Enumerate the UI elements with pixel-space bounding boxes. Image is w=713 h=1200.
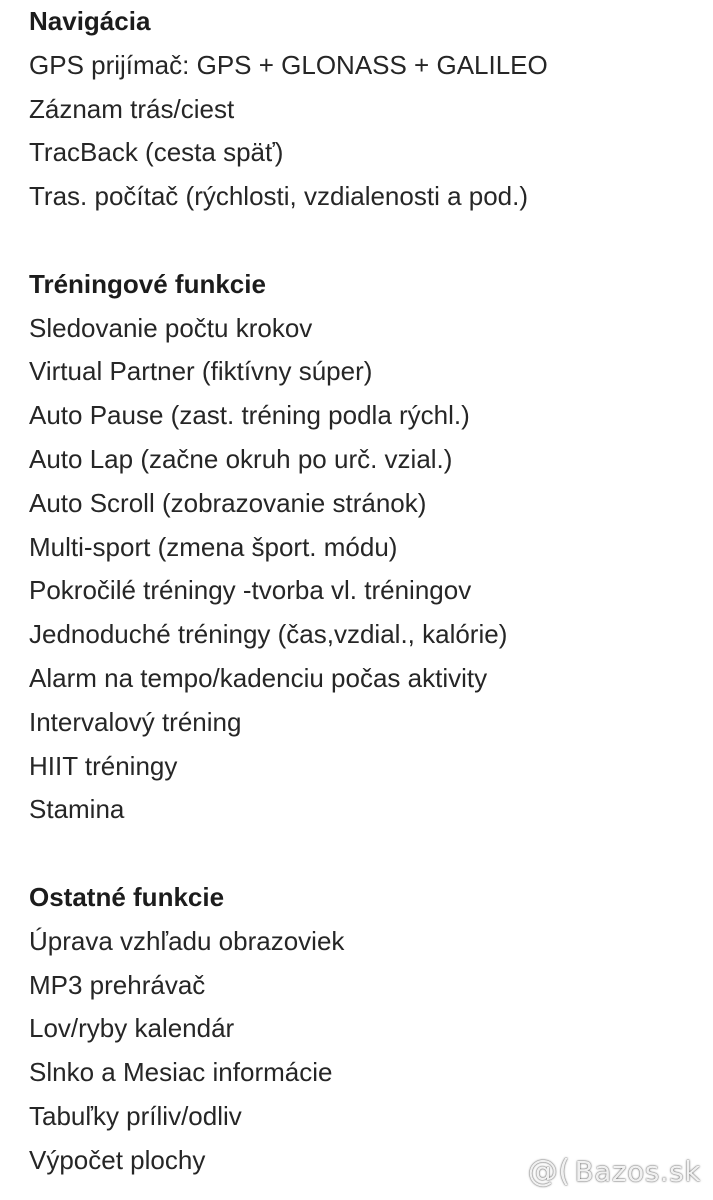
list-item: Sledovanie počtu krokov bbox=[29, 312, 313, 343]
list-item: Záznam trás/ciest bbox=[29, 93, 235, 124]
section-heading: Navigácia bbox=[29, 6, 151, 36]
list-item: MP3 prehrávač bbox=[29, 969, 206, 1000]
list-item: Úprava vzhľadu obrazoviek bbox=[29, 925, 345, 956]
list-item: GPS prijímač: GPS + GLONASS + GALILEO bbox=[29, 49, 548, 80]
feature-list bbox=[29, 0, 713, 1183]
at-sign-icon: @( bbox=[527, 1153, 571, 1189]
section-treningove-funkcie bbox=[29, 263, 713, 832]
section-ostatne-funkcie bbox=[29, 876, 713, 1183]
list-item: Multi-sport (zmena šport. módu) bbox=[29, 531, 398, 562]
section-spacer bbox=[29, 832, 713, 876]
watermark-text: Bazos.sk bbox=[574, 1155, 701, 1188]
list-item: Auto Pause (zast. tréning podla rýchl.) bbox=[29, 400, 470, 431]
list-item: HIIT tréningy bbox=[29, 750, 178, 781]
list-item: Alarm na tempo/kadenciu počas aktivity bbox=[29, 662, 488, 693]
section-spacer bbox=[29, 219, 713, 263]
list-item: Výpočet plochy bbox=[29, 1144, 206, 1175]
list-item: Jednoduché tréningy (čas,vzdial., kalórie) bbox=[29, 619, 508, 650]
list-item: Lov/ryby kalendár bbox=[29, 1013, 235, 1044]
list-item: Intervalový tréning bbox=[29, 706, 242, 737]
list-item: Tras. počítač (rýchlosti, vzdialenosti a pod.) bbox=[29, 181, 529, 212]
list-item: Tabuľky príliv/odliv bbox=[29, 1100, 242, 1131]
section-navigacia bbox=[29, 0, 713, 219]
list-item: TracBack (cesta späť) bbox=[29, 137, 284, 168]
section-heading: Tréningové funkcie bbox=[29, 268, 266, 299]
list-item: Pokročilé tréningy -tvorba vl. tréningov bbox=[29, 575, 472, 606]
list-item: Slnko a Mesiac informácie bbox=[29, 1057, 333, 1088]
bazos-watermark bbox=[528, 1155, 701, 1188]
list-item: Auto Lap (začne okruh po urč. vzial.) bbox=[29, 443, 453, 474]
list-item: Virtual Partner (fiktívny súper) bbox=[29, 356, 373, 387]
list-item: Auto Scroll (zobrazovanie stránok) bbox=[29, 487, 427, 518]
list-item: Stamina bbox=[29, 794, 125, 825]
section-heading: Ostatné funkcie bbox=[29, 881, 225, 912]
